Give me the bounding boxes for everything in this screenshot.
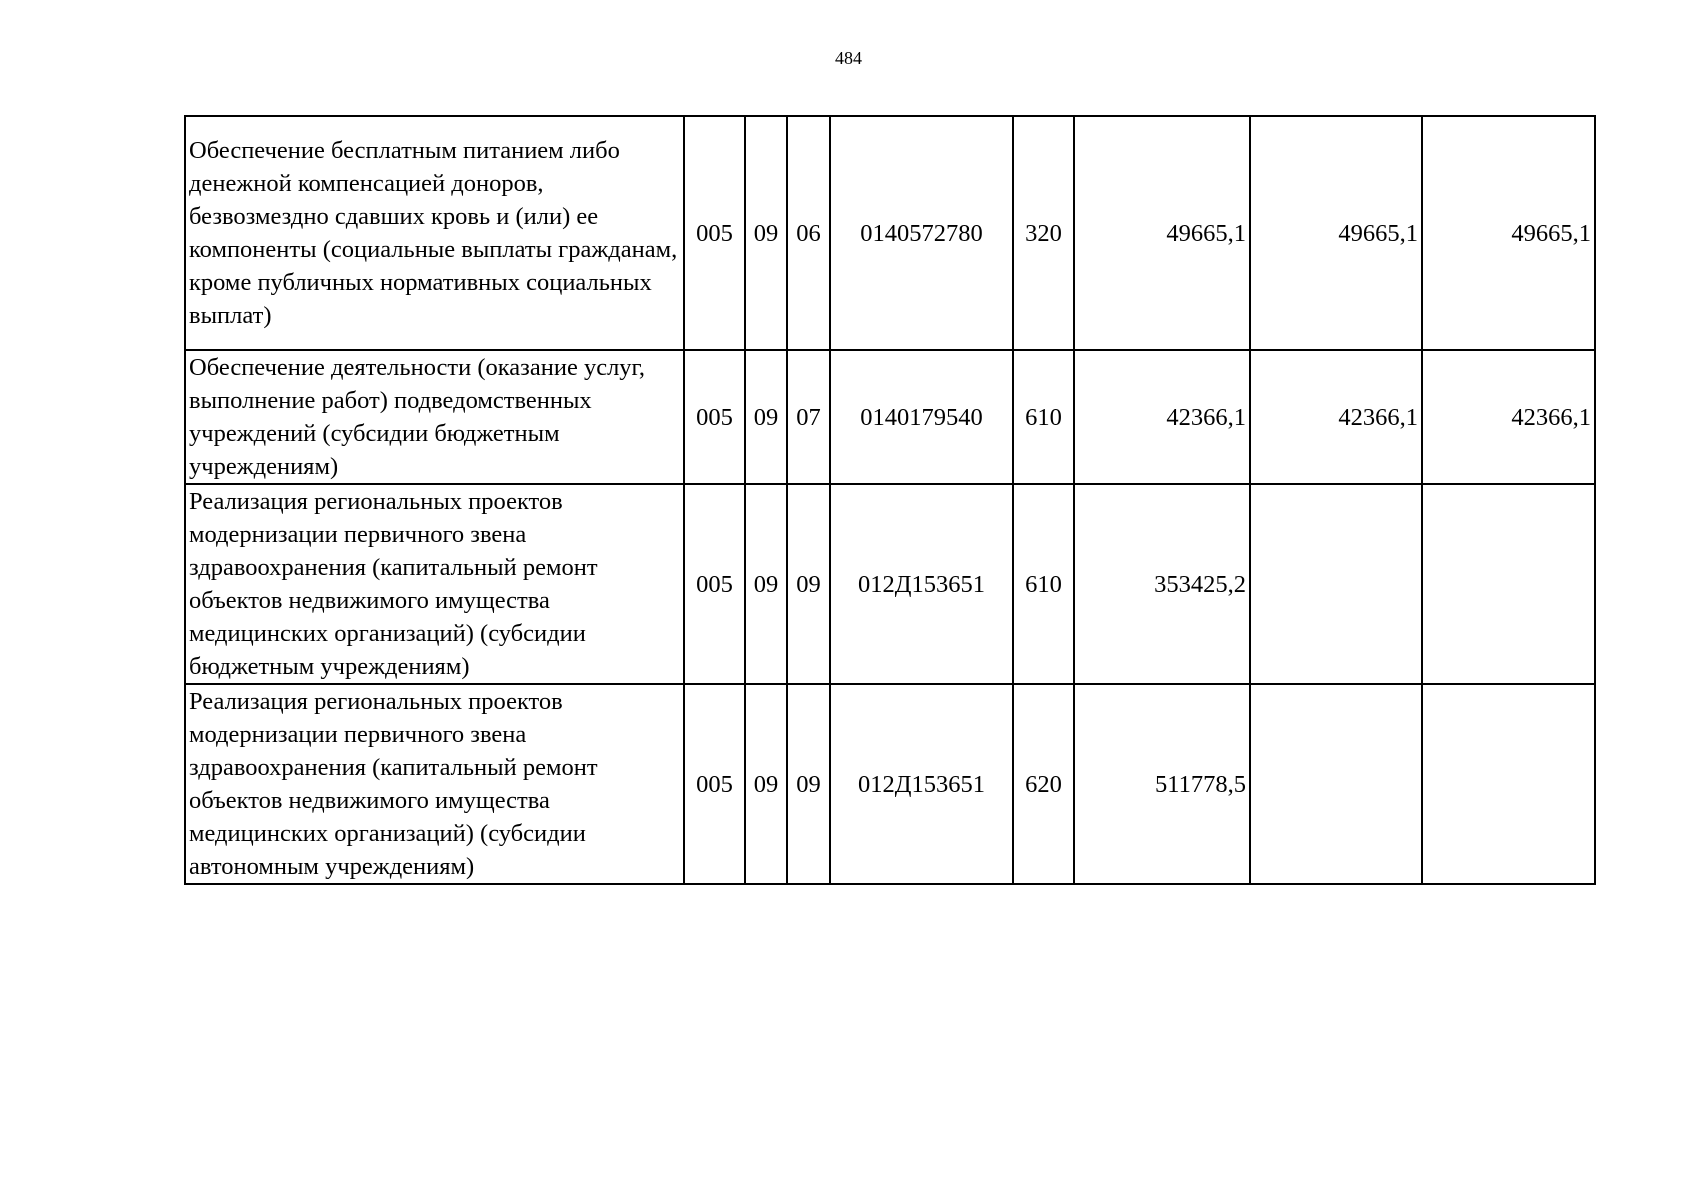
expense-type-code: 610 xyxy=(1013,484,1074,684)
table-row xyxy=(185,484,1595,684)
amount-year-2: 42366,1 xyxy=(1250,350,1422,484)
amount-year-3 xyxy=(1422,484,1595,684)
table-row xyxy=(185,116,1595,350)
amount-year-2: 49665,1 xyxy=(1250,116,1422,350)
subsection-code: 07 xyxy=(787,350,830,484)
section-code: 09 xyxy=(745,350,787,484)
section-code: 09 xyxy=(745,484,787,684)
amount-year-2 xyxy=(1250,484,1422,684)
amount-year-1: 353425,2 xyxy=(1074,484,1250,684)
amount-year-1: 511778,5 xyxy=(1074,684,1250,884)
amount-year-2 xyxy=(1250,684,1422,884)
table-row xyxy=(185,684,1595,884)
subsection-code: 09 xyxy=(787,684,830,884)
amount-year-3: 42366,1 xyxy=(1422,350,1595,484)
row-description: Обеспечение деятельности (оказание услуг, выполнение работ) подведомственных учреждений (субсидии бюджетным учреждениям) xyxy=(185,350,684,484)
target-article-code: 012Д153651 xyxy=(830,484,1013,684)
page-number: 484 xyxy=(835,48,862,68)
section-code: 09 xyxy=(745,684,787,884)
ministry-code: 005 xyxy=(684,350,745,484)
amount-year-1: 49665,1 xyxy=(1074,116,1250,350)
target-article-code: 0140572780 xyxy=(830,116,1013,350)
expense-type-code: 320 xyxy=(1013,116,1074,350)
target-article-code: 0140179540 xyxy=(830,350,1013,484)
table-row xyxy=(185,350,1595,484)
amount-year-1: 42366,1 xyxy=(1074,350,1250,484)
subsection-code: 06 xyxy=(787,116,830,350)
row-description: Обеспечение бесплатным питанием либо денежной компенсацией доноров, безвозмездно сдавших кровь и (или) ее компоненты (социальные выплаты гражданам, кроме публичных нормативных социальных выплат) xyxy=(185,116,684,350)
budget-table xyxy=(184,115,1596,885)
row-description: Реализация региональных проектов модернизации первичного звена здравоохранения (капитальный ремонт объектов недвижимого имущества медицинских организаций) (субсидии автономным учреждениям) xyxy=(185,684,684,884)
amount-year-3: 49665,1 xyxy=(1422,116,1595,350)
row-description: Реализация региональных проектов модернизации первичного звена здравоохранения (капитальный ремонт объектов недвижимого имущества медицинских организаций) (субсидии бюджетным учреждениям) xyxy=(185,484,684,684)
ministry-code: 005 xyxy=(684,684,745,884)
subsection-code: 09 xyxy=(787,484,830,684)
ministry-code: 005 xyxy=(684,116,745,350)
expense-type-code: 620 xyxy=(1013,684,1074,884)
ministry-code: 005 xyxy=(684,484,745,684)
target-article-code: 012Д153651 xyxy=(830,684,1013,884)
amount-year-3 xyxy=(1422,684,1595,884)
section-code: 09 xyxy=(745,116,787,350)
expense-type-code: 610 xyxy=(1013,350,1074,484)
